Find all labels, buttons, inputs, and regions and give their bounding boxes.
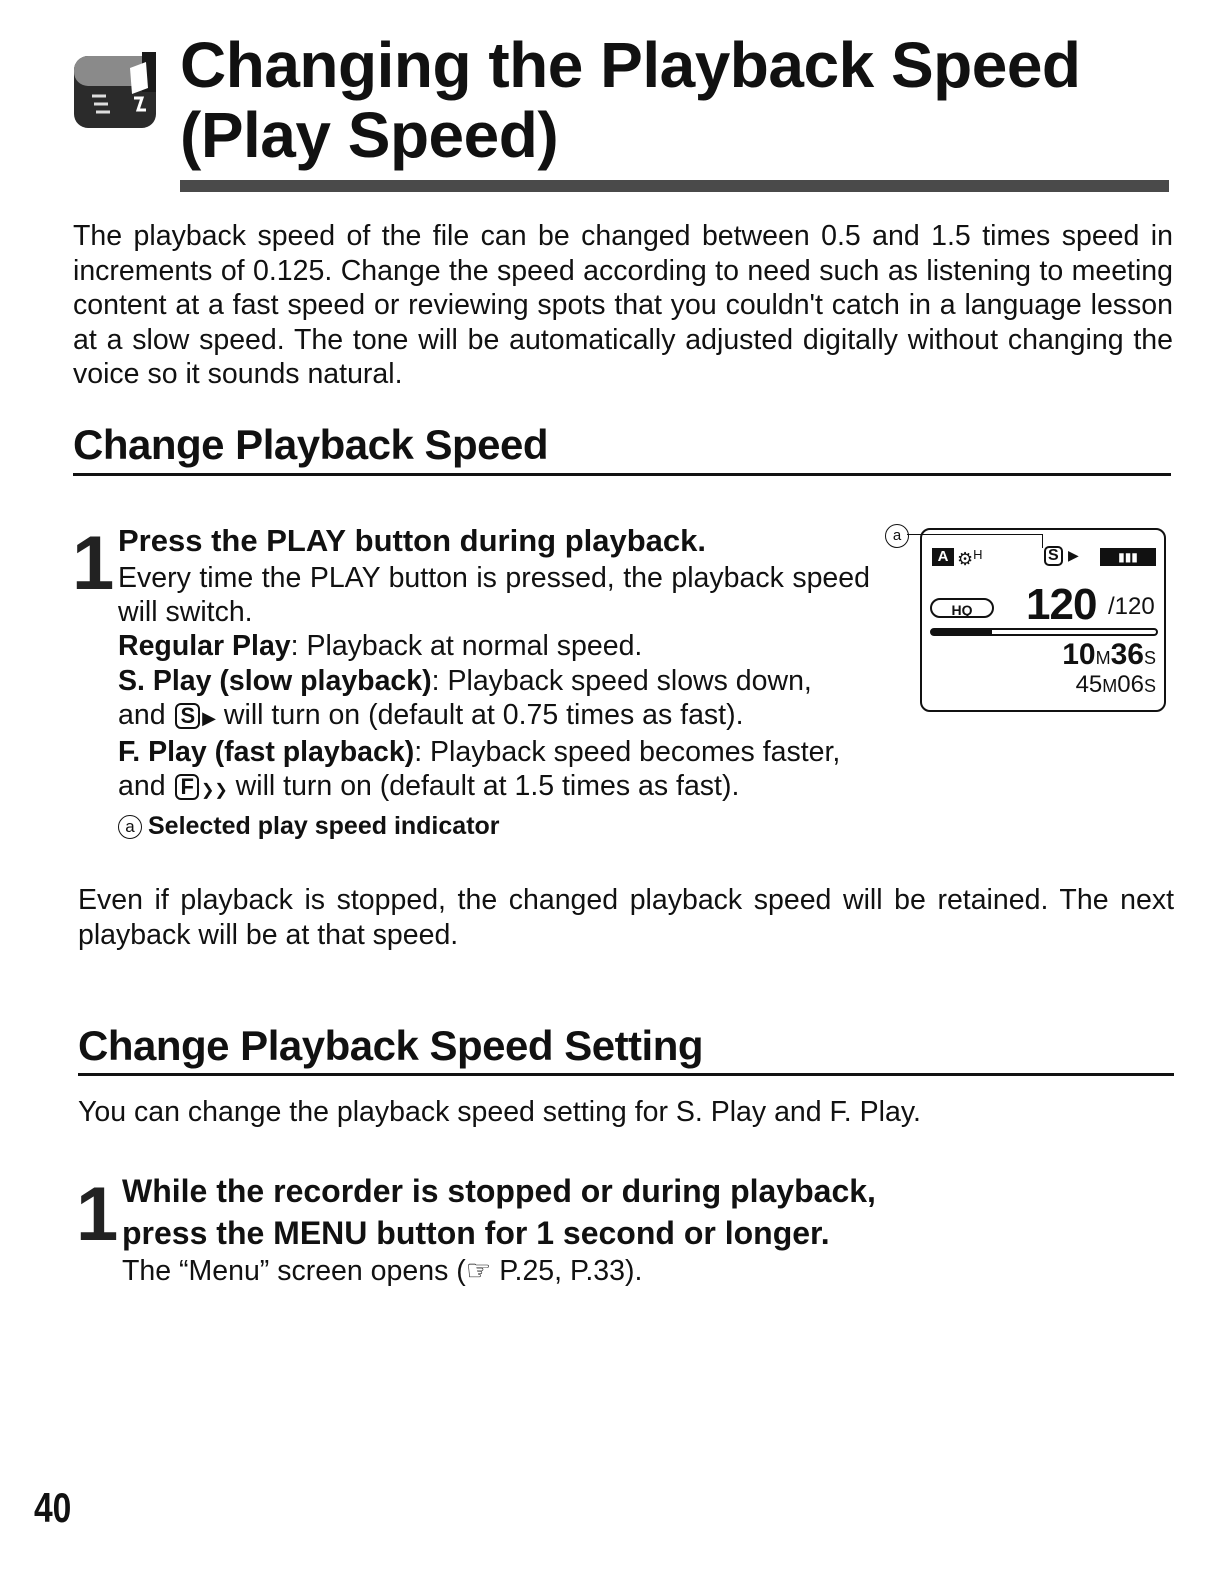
slow-play-label: S. Play (slow playback) (118, 664, 432, 697)
remaining-minutes-unit: M (1102, 676, 1118, 696)
section-heading-speed-setting: Change Playback Speed Setting (78, 1022, 704, 1069)
step-heading (118, 520, 706, 562)
step-number: 1 (72, 521, 115, 606)
step-heading-text: Press the (118, 523, 267, 558)
step-heading-post: button for 1 second or longer. (367, 1215, 830, 1251)
speed-dial-icon (72, 48, 160, 130)
section-rule (78, 1073, 1174, 1076)
remaining-seconds: 06 (1117, 671, 1144, 698)
slow-play-line (118, 664, 870, 698)
fast-play-indicator-icon: F (175, 774, 198, 800)
menu-screen-reference: The “Menu” screen opens (☞ P.25, P.33). (122, 1255, 643, 1287)
fast-play-indicator-line (118, 769, 870, 808)
battery-icon: ▮▮▮ (1100, 548, 1156, 566)
page-title (180, 30, 1081, 170)
indicator-caption (118, 810, 500, 842)
step-body-text: Every time the PLAY button is pressed, the playback speed will switch. (118, 562, 870, 629)
slow-play-default: will turn on (default at 0.75 times as fast). (216, 698, 744, 731)
playback-progress-fill (932, 630, 992, 634)
mic-sensitivity-level: H (973, 547, 983, 562)
settings-intro: You can change the playback speed setting for S. Play and F. Play. (78, 1096, 921, 1128)
fast-play-and: and (118, 770, 174, 803)
section-heading-change-speed: Change Playback Speed (73, 421, 549, 468)
step-number: 1 (76, 1172, 119, 1257)
elapsed-minutes-unit: M (1095, 648, 1111, 668)
regular-play-label: Regular Play (118, 630, 291, 663)
elapsed-seconds-unit: S (1143, 648, 1156, 668)
elapsed-minutes: 10 (1062, 638, 1096, 671)
play-triangle-icon: ▶ (1068, 547, 1079, 563)
elapsed-seconds: 36 (1110, 638, 1144, 671)
slow-play-indicator-line (118, 698, 870, 735)
mic-sensitivity-indicator (957, 545, 983, 569)
fast-play-line (118, 735, 870, 769)
slow-play-text: : Playback speed slows down, (431, 664, 812, 697)
slow-play-indicator-icon: S (175, 703, 200, 729)
display-callout-marker: a (885, 524, 909, 548)
mic-icon: ⚙ (957, 549, 974, 569)
remaining-minutes: 45 (1075, 671, 1103, 698)
fast-play-label: F. Play (fast playback) (118, 736, 415, 769)
step-heading (122, 1170, 876, 1254)
playback-progress-bar (930, 628, 1158, 636)
folder-indicator: A (932, 548, 954, 566)
total-files: /120 (1108, 593, 1155, 620)
page-title-line2: (Play Speed) (180, 99, 559, 171)
current-file-number: 120 (1026, 580, 1097, 629)
regular-play-text: : Playback at normal speed. (290, 630, 643, 663)
play-triangle-icon: ▶ (202, 707, 217, 728)
play-button-label: PLAY (266, 523, 347, 558)
regular-play-line (118, 629, 870, 663)
remaining-time (1076, 670, 1156, 701)
caption-marker: a (118, 815, 142, 839)
caption-text: Selected play speed indicator (148, 812, 500, 840)
intro-paragraph: The playback speed of the file can be changed between 0.5 and 1.5 times speed in increments of 0.125. Change the speed according to need such as listening to meeting content at a fast speed or reviewing spots that you couldn't catch in a language lesson at a slow speed. The tone will be automatically adjusted digitally without changing the voice so it sounds natural. (73, 220, 1173, 390)
fast-play-arrows-icon: ❯❯ (200, 782, 228, 800)
section-rule (73, 473, 1171, 476)
step-heading-text-end: button during playback. (346, 523, 706, 558)
menu-button-label: MENU (273, 1215, 368, 1251)
title-underline-bar (180, 180, 1169, 192)
fast-play-text: : Playback speed becomes faster, (414, 736, 841, 769)
step-body (118, 561, 870, 808)
step-heading-pre: press the (122, 1215, 274, 1251)
record-mode-hq-badge: HQ (930, 598, 994, 618)
remaining-seconds-unit: S (1143, 676, 1156, 696)
slow-play-and: and (118, 698, 174, 731)
step-heading-line2 (122, 1212, 876, 1254)
recorder-display (920, 528, 1166, 712)
step-heading-line1: While the recorder is stopped or during playback, (122, 1173, 876, 1209)
fast-play-default: will turn on (default at 1.5 times as fast). (227, 770, 740, 803)
retain-speed-paragraph: Even if playback is stopped, the changed playback speed will be retained. The next playback will be at that speed. (78, 884, 1174, 951)
selected-play-speed-indicator: S (1044, 546, 1063, 566)
page-title-line1: Changing the Playback Speed (180, 29, 1081, 101)
page-number: 40 (34, 1484, 72, 1531)
